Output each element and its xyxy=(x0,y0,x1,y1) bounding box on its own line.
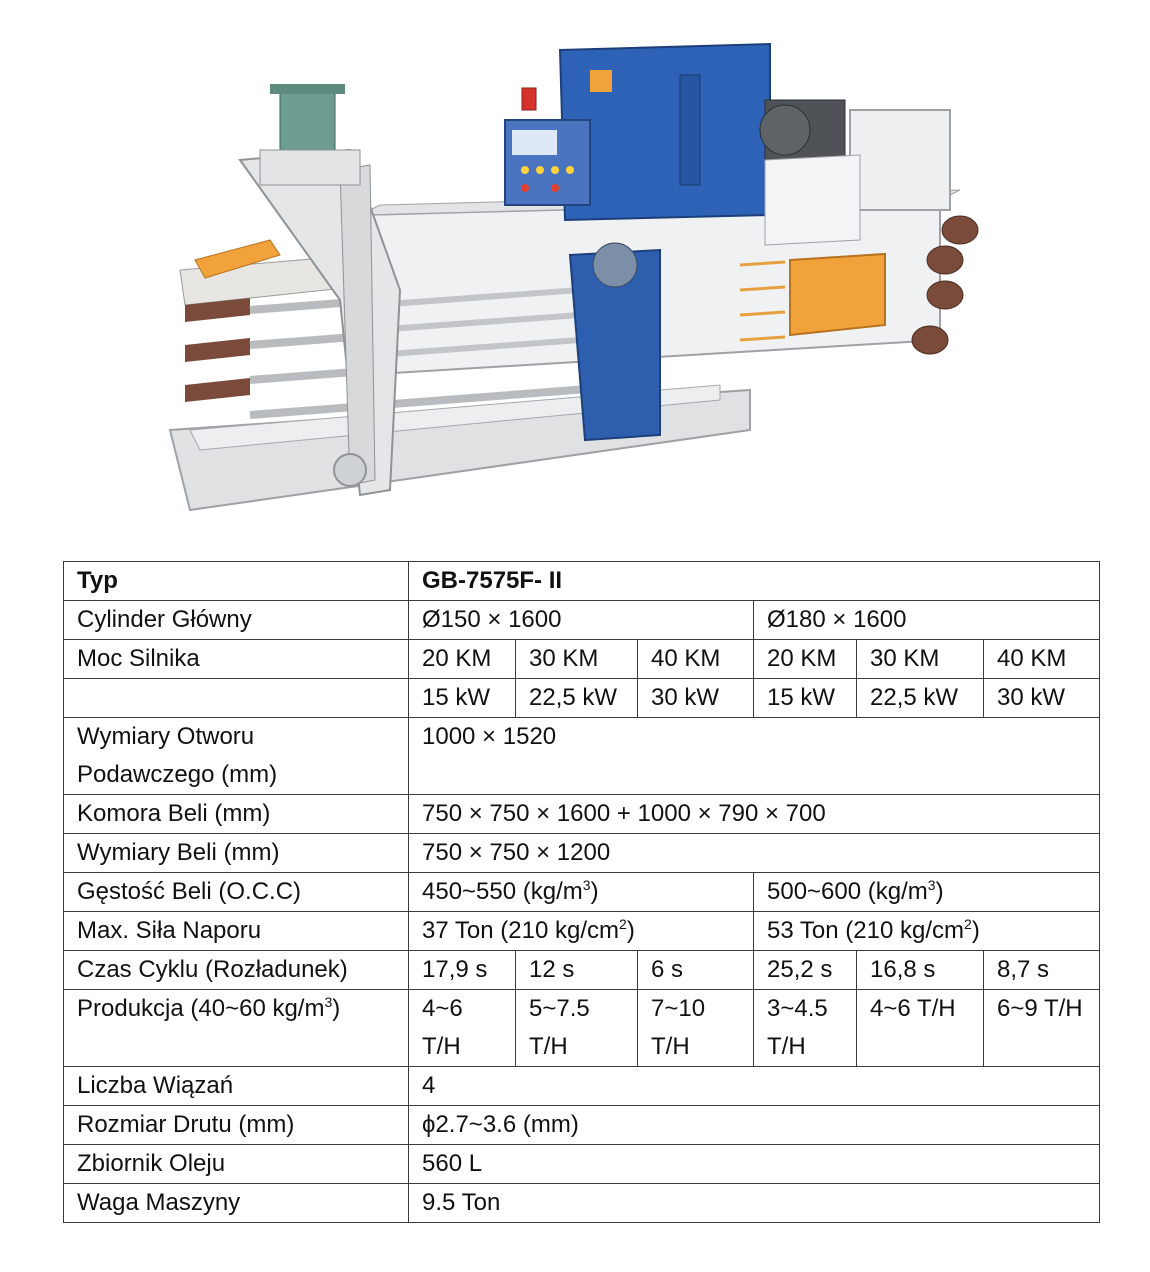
row-otwor xyxy=(64,718,1100,795)
produkcja-label-text: Produkcja (40~60 kg/m xyxy=(77,995,325,1022)
gestosc-value-1 xyxy=(409,873,754,912)
row-komora xyxy=(64,795,1100,834)
drut-label: Rozmiar Drutu (mm) xyxy=(64,1106,409,1145)
wiazania-label: Liczba Wiązań xyxy=(64,1067,409,1106)
typ-label: Typ xyxy=(64,562,409,601)
drut-value: ϕ2.7~3.6 (mm) xyxy=(409,1106,1100,1145)
czas-value: 12 s xyxy=(516,951,638,990)
close-paren: ) xyxy=(935,878,944,905)
produkcja-label xyxy=(64,990,409,1067)
row-typ xyxy=(64,562,1100,601)
gestosc-label: Gęstość Beli (O.C.C) xyxy=(64,873,409,912)
produkcja-value: 4~6 T/H xyxy=(409,990,516,1067)
olej-value: 560 L xyxy=(409,1145,1100,1184)
moc-kw-value: 22,5 kW xyxy=(516,679,638,718)
moc-kw-value: 15 kW xyxy=(754,679,857,718)
moc-value: 40 KM xyxy=(638,640,754,679)
close-paren: ) xyxy=(590,878,599,905)
gestosc-value-1-text: 450~550 (kg/m xyxy=(422,878,583,905)
cylinder-label: Cylinder Główny xyxy=(64,601,409,640)
produkcja-value: 6~9 T/H xyxy=(984,990,1100,1067)
moc-kw-value: 30 kW xyxy=(984,679,1100,718)
produkcja-value: 4~6 T/H xyxy=(857,990,984,1067)
superscript: 2 xyxy=(964,916,972,932)
moc-value: 40 KM xyxy=(984,640,1100,679)
row-czas xyxy=(64,951,1100,990)
produkcja-value: 3~4.5 T/H xyxy=(754,990,857,1067)
gestosc-value-2-text: 500~600 (kg/m xyxy=(767,878,928,905)
spec-table xyxy=(63,561,1100,1223)
moc-value: 20 KM xyxy=(754,640,857,679)
row-wymiary-beli xyxy=(64,834,1100,873)
row-waga xyxy=(64,1184,1100,1223)
produkcja-value: 5~7.5 T/H xyxy=(516,990,638,1067)
gestosc-value-2 xyxy=(754,873,1100,912)
waga-label: Waga Maszyny xyxy=(64,1184,409,1223)
moc-kw-value: 22,5 kW xyxy=(857,679,984,718)
row-gestosc xyxy=(64,873,1100,912)
close-paren: ) xyxy=(971,917,980,944)
sila-label: Max. Siła Naporu xyxy=(64,912,409,951)
sila-value-2-text: 53 Ton (210 kg/cm xyxy=(767,917,965,944)
sila-value-1-text: 37 Ton (210 kg/cm xyxy=(422,917,620,944)
moc-value: 30 KM xyxy=(857,640,984,679)
moc-kw-label xyxy=(64,679,409,718)
moc-value: 20 KM xyxy=(409,640,516,679)
czas-label: Czas Cyklu (Rozładunek) xyxy=(64,951,409,990)
czas-value: 6 s xyxy=(638,951,754,990)
superscript: 3 xyxy=(582,877,591,893)
wiazania-value: 4 xyxy=(409,1067,1100,1106)
wymiary-beli-value: 750 × 750 × 1200 xyxy=(409,834,1100,873)
otwor-label-line-2: Podawczego (mm) xyxy=(77,761,278,788)
row-cylinder xyxy=(64,601,1100,640)
typ-value: GB-7575F- II xyxy=(409,562,1100,601)
produkcja-value: 7~10 T/H xyxy=(638,990,754,1067)
row-olej xyxy=(64,1145,1100,1184)
moc-value: 30 KM xyxy=(516,640,638,679)
row-moc-kw xyxy=(64,679,1100,718)
czas-value: 16,8 s xyxy=(857,951,984,990)
czas-value: 25,2 s xyxy=(754,951,857,990)
row-produkcja xyxy=(64,990,1100,1067)
row-sila xyxy=(64,912,1100,951)
komora-value: 750 × 750 × 1600 + 1000 × 790 × 700 xyxy=(409,795,1100,834)
moc-label: Moc Silnika xyxy=(64,640,409,679)
row-wiazania xyxy=(64,1067,1100,1106)
moc-kw-value: 15 kW xyxy=(409,679,516,718)
superscript: 3 xyxy=(324,994,333,1010)
moc-kw-value: 30 kW xyxy=(638,679,754,718)
cylinder-value-1: Ø150 × 1600 xyxy=(409,601,754,640)
sila-value-2 xyxy=(754,912,1100,951)
row-drut xyxy=(64,1106,1100,1145)
close-paren: ) xyxy=(626,917,635,944)
czas-value: 8,7 s xyxy=(984,951,1100,990)
waga-value: 9.5 Ton xyxy=(409,1184,1100,1223)
sila-value-1 xyxy=(409,912,754,951)
czas-value: 17,9 s xyxy=(409,951,516,990)
otwor-label-line-1: Wymiary Otworu xyxy=(77,723,255,750)
superscript: 2 xyxy=(619,916,627,932)
wymiary-beli-label: Wymiary Beli (mm) xyxy=(64,834,409,873)
otwor-label xyxy=(64,718,409,795)
cylinder-value-2: Ø180 × 1600 xyxy=(754,601,1100,640)
olej-label: Zbiornik Oleju xyxy=(64,1145,409,1184)
otwor-value: 1000 × 1520 xyxy=(409,718,1100,795)
komora-label: Komora Beli (mm) xyxy=(64,795,409,834)
baler-machine-image xyxy=(160,40,990,520)
superscript: 3 xyxy=(927,877,936,893)
row-moc xyxy=(64,640,1100,679)
close-paren: ) xyxy=(332,995,341,1022)
